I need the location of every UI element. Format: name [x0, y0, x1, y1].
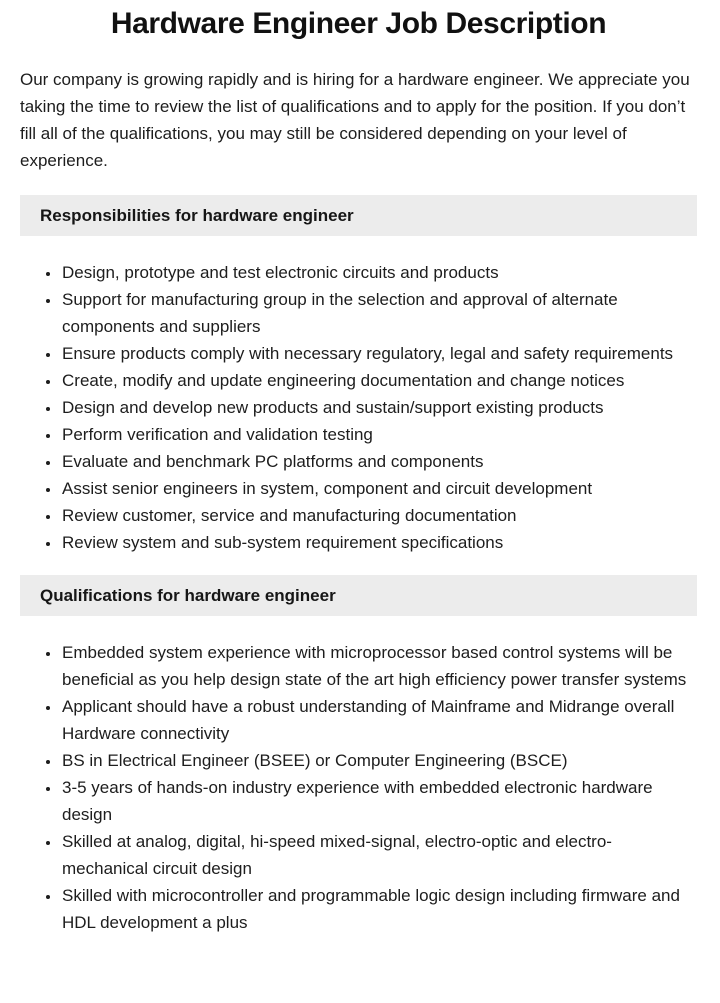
list-item: • Design and develop new products and sustain/support existing products — [61, 394, 697, 421]
list-item: • Review system and sub-system requirement specifications — [61, 529, 697, 556]
list-item: • Perform verification and validation testing — [61, 421, 697, 448]
list-item: • Design, prototype and test electronic circuits and products — [61, 259, 697, 286]
responsibilities-list — [20, 259, 697, 556]
list-item: • Embedded system experience with microprocessor based control systems will be beneficial as you help design state of the art high efficiency power transfer systems — [61, 639, 697, 693]
qualifications-list — [20, 639, 697, 936]
list-item: • Assist senior engineers in system, component and circuit development — [61, 475, 697, 502]
page-title: Hardware Engineer Job Description — [110, 7, 607, 40]
list-item: • Support for manufacturing group in the selection and approval of alternate components and suppliers — [61, 286, 697, 340]
list-item: • Skilled with microcontroller and programmable logic design including firmware and HDL development a plus — [61, 882, 697, 936]
list-item: • Review customer, service and manufacturing documentation — [61, 502, 697, 529]
section-responsibilities — [20, 195, 697, 556]
list-item: • Create, modify and update engineering documentation and change notices — [61, 367, 697, 394]
list-item: • BS in Electrical Engineer (BSEE) or Computer Engineering (BSCE) — [61, 747, 697, 774]
section-header-responsibilities: Responsibilities for hardware engineer — [20, 195, 697, 236]
intro-paragraph: Our company is growing rapidly and is hiring for a hardware engineer. We appreciate you taking the time to review the list of qualifications and to apply for the position. If you don’t fill all of the qualifications, you may still be considered depending on your level of experience. — [20, 70, 690, 170]
list-item: • Applicant should have a robust understanding of Mainframe and Midrange overall Hardware connectivity — [61, 693, 697, 747]
list-item: • Evaluate and benchmark PC platforms and components — [61, 448, 697, 475]
section-header-qualifications: Qualifications for hardware engineer — [20, 575, 697, 616]
list-item: • Ensure products comply with necessary regulatory, legal and safety requirements — [61, 340, 697, 367]
list-item: • 3-5 years of hands-on industry experience with embedded electronic hardware design — [61, 774, 697, 828]
list-item: • Skilled at analog, digital, hi-speed mixed-signal, electro-optic and electro-mechanical circuit design — [61, 828, 697, 882]
section-qualifications — [20, 575, 697, 936]
